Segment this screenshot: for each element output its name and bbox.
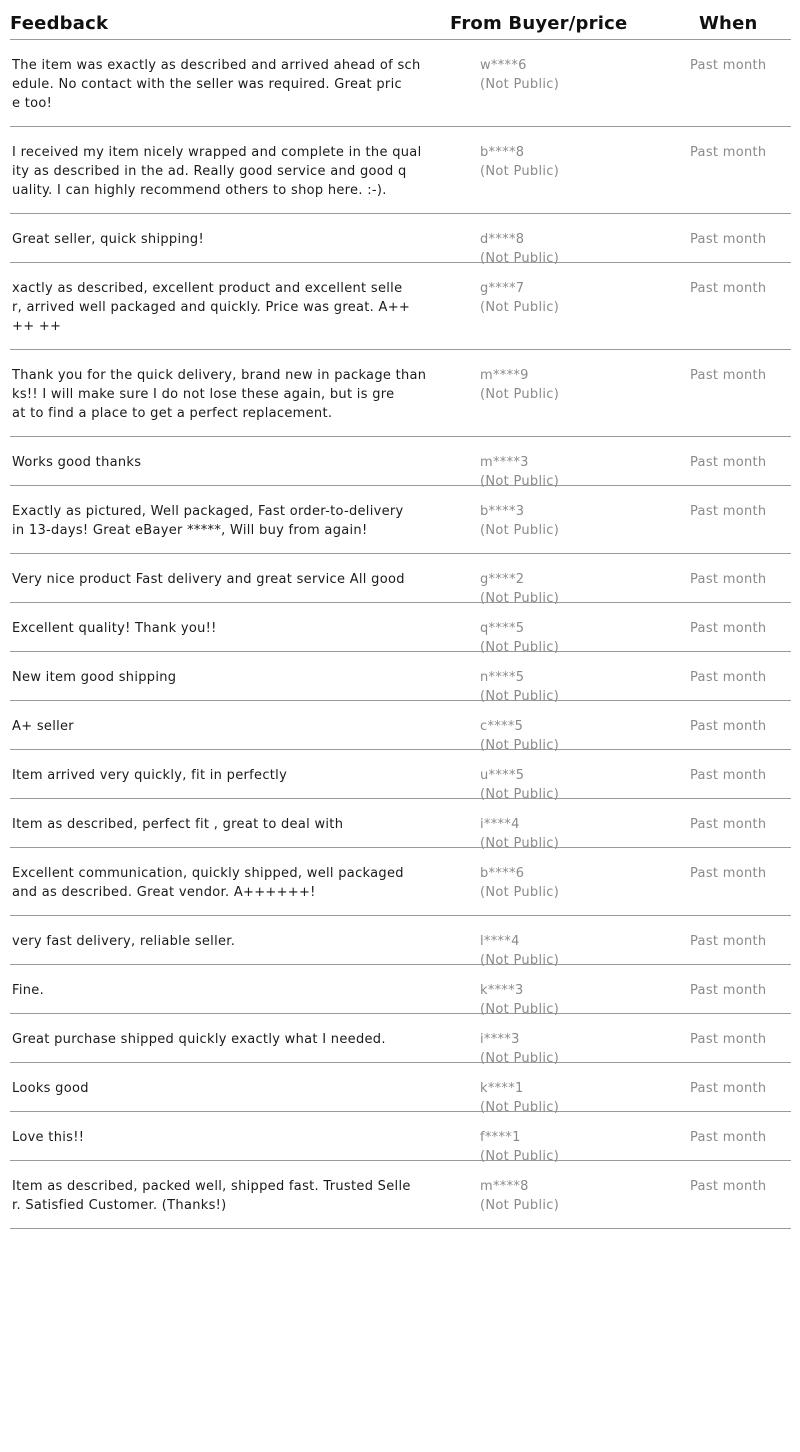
when-cell: Past month	[690, 621, 767, 636]
buyer-visibility: (Not Public)	[480, 1149, 560, 1164]
when-cell: Past month	[690, 670, 767, 685]
table-row	[10, 214, 791, 266]
when-cell: Past month	[690, 368, 767, 383]
feedback-text: very fast delivery, reliable seller.	[12, 934, 236, 949]
buyer-id: u****5	[480, 768, 525, 783]
when-cell: Past month	[690, 1032, 767, 1047]
buyer-visibility: (Not Public)	[480, 836, 560, 851]
buyer-visibility: (Not Public)	[480, 1198, 560, 1213]
buyer-id: n****5	[480, 670, 525, 685]
buyer-visibility: (Not Public)	[480, 1100, 560, 1115]
buyer-visibility: (Not Public)	[480, 885, 560, 900]
feedback-text: Love this!!	[12, 1130, 85, 1145]
buyer-id: f****1	[480, 1130, 521, 1145]
feedback-text: Great purchase shipped quickly exactly what I needed.	[12, 1032, 386, 1047]
buyer-visibility: (Not Public)	[480, 523, 560, 538]
buyer-visibility: (Not Public)	[480, 787, 560, 802]
buyer-cell	[480, 279, 559, 317]
buyer-visibility: (Not Public)	[480, 1002, 560, 1017]
table-row	[10, 603, 791, 655]
table-row	[10, 1161, 791, 1229]
table-row	[10, 350, 791, 437]
when-cell: Past month	[690, 572, 767, 587]
feedback-text: A+ seller	[12, 719, 74, 734]
buyer-visibility: (Not Public)	[480, 953, 560, 968]
table-row	[10, 40, 791, 127]
buyer-id: m****8	[480, 1179, 529, 1194]
when-cell: Past month	[690, 983, 767, 998]
column-header-buyer: From Buyer/price	[450, 13, 628, 34]
buyer-visibility: (Not Public)	[480, 164, 560, 179]
table-row	[10, 1063, 791, 1115]
feedback-text: Thank you for the quick delivery, brand new in package than ks!! I will make sure I do not lose these again, but is gre at to find a place to get a perfect replacement.	[12, 368, 427, 421]
buyer-cell	[480, 143, 559, 181]
buyer-id: b****3	[480, 504, 525, 519]
when-cell: Past month	[690, 768, 767, 783]
feedback-text: Great seller, quick shipping!	[12, 232, 204, 247]
buyer-visibility: (Not Public)	[480, 77, 560, 92]
table-row	[10, 750, 791, 802]
when-cell: Past month	[690, 58, 767, 73]
buyer-id: k****3	[480, 983, 524, 998]
feedback-text: Very nice product Fast delivery and great service All good	[12, 572, 405, 587]
buyer-id: l****4	[480, 934, 520, 949]
table-row	[10, 965, 791, 1017]
table-row	[10, 1014, 791, 1066]
when-cell: Past month	[690, 817, 767, 832]
feedback-text: Looks good	[12, 1081, 89, 1096]
when-cell: Past month	[690, 719, 767, 734]
buyer-visibility: (Not Public)	[480, 738, 560, 753]
buyer-visibility: (Not Public)	[480, 1051, 560, 1066]
when-cell: Past month	[690, 145, 767, 160]
feedback-text: Excellent communication, quickly shipped, well packaged and as described. Great vendor. A++++++!	[12, 866, 404, 900]
buyer-id: i****4	[480, 817, 520, 832]
buyer-id: d****8	[480, 232, 525, 247]
buyer-cell	[480, 864, 559, 902]
table-header	[10, 0, 791, 40]
feedback-text: I received my item nicely wrapped and complete in the qual ity as described in the ad. Really good service and good q uality. I can highly recommend others to shop here. :-).	[12, 145, 422, 198]
column-header-feedback: Feedback	[10, 13, 109, 34]
buyer-id: w****6	[480, 58, 527, 73]
buyer-id: g****2	[480, 572, 525, 587]
table-row	[10, 1112, 791, 1164]
table-row	[10, 701, 791, 753]
when-cell: Past month	[690, 281, 767, 296]
when-cell: Past month	[690, 455, 767, 470]
feedback-text: Fine.	[12, 983, 45, 998]
buyer-id: m****9	[480, 368, 529, 383]
buyer-id: c****5	[480, 719, 524, 734]
table-row	[10, 486, 791, 554]
table-row	[10, 554, 791, 606]
buyer-cell	[480, 502, 559, 540]
table-row	[10, 848, 791, 916]
column-header-when: When	[699, 13, 758, 34]
table-row	[10, 916, 791, 968]
table-row	[10, 263, 791, 350]
table-row	[10, 799, 791, 851]
feedback-text: The item was exactly as described and arrived ahead of sch edule. No contact with the seller was required. Great pric e too!	[12, 58, 421, 111]
buyer-id: b****6	[480, 866, 525, 881]
when-cell: Past month	[690, 504, 767, 519]
buyer-id: i****3	[480, 1032, 520, 1047]
buyer-id: g****7	[480, 281, 525, 296]
feedback-text: Item as described, perfect fit , great to deal with	[12, 817, 344, 832]
feedback-text: xactly as described, excellent product and excellent selle r, arrived well packaged and quickly. Price was great. A++ ++ ++	[12, 281, 411, 334]
buyer-visibility: (Not Public)	[480, 387, 560, 402]
when-cell: Past month	[690, 1130, 767, 1145]
feedback-text: Item arrived very quickly, fit in perfectly	[12, 768, 288, 783]
when-cell: Past month	[690, 1179, 767, 1194]
table-row	[10, 652, 791, 704]
when-cell: Past month	[690, 866, 767, 881]
buyer-cell	[480, 366, 559, 404]
feedback-text: Item as described, packed well, shipped fast. Trusted Selle r. Satisfied Customer. (Thanks!)	[12, 1179, 411, 1213]
buyer-visibility: (Not Public)	[480, 591, 560, 606]
feedback-text: New item good shipping	[12, 670, 177, 685]
when-cell: Past month	[690, 934, 767, 949]
buyer-cell	[480, 56, 559, 94]
table-row	[10, 127, 791, 214]
buyer-id: k****1	[480, 1081, 524, 1096]
when-cell: Past month	[690, 232, 767, 247]
buyer-visibility: (Not Public)	[480, 474, 560, 489]
buyer-visibility: (Not Public)	[480, 689, 560, 704]
feedback-text: Excellent quality! Thank you!!	[12, 621, 217, 636]
feedback-text: Exactly as pictured, Well packaged, Fast order-to-delivery in 13-days! Great eBayer *****, Will buy from again!	[12, 504, 404, 538]
buyer-visibility: (Not Public)	[480, 640, 560, 655]
buyer-cell	[480, 1177, 559, 1215]
buyer-id: m****3	[480, 455, 529, 470]
when-cell: Past month	[690, 1081, 767, 1096]
feedback-table	[10, 0, 791, 1229]
buyer-id: b****8	[480, 145, 525, 160]
buyer-id: q****5	[480, 621, 525, 636]
buyer-visibility: (Not Public)	[480, 300, 560, 315]
table-row	[10, 437, 791, 489]
feedback-text: Works good thanks	[12, 455, 142, 470]
buyer-visibility: (Not Public)	[480, 251, 560, 266]
